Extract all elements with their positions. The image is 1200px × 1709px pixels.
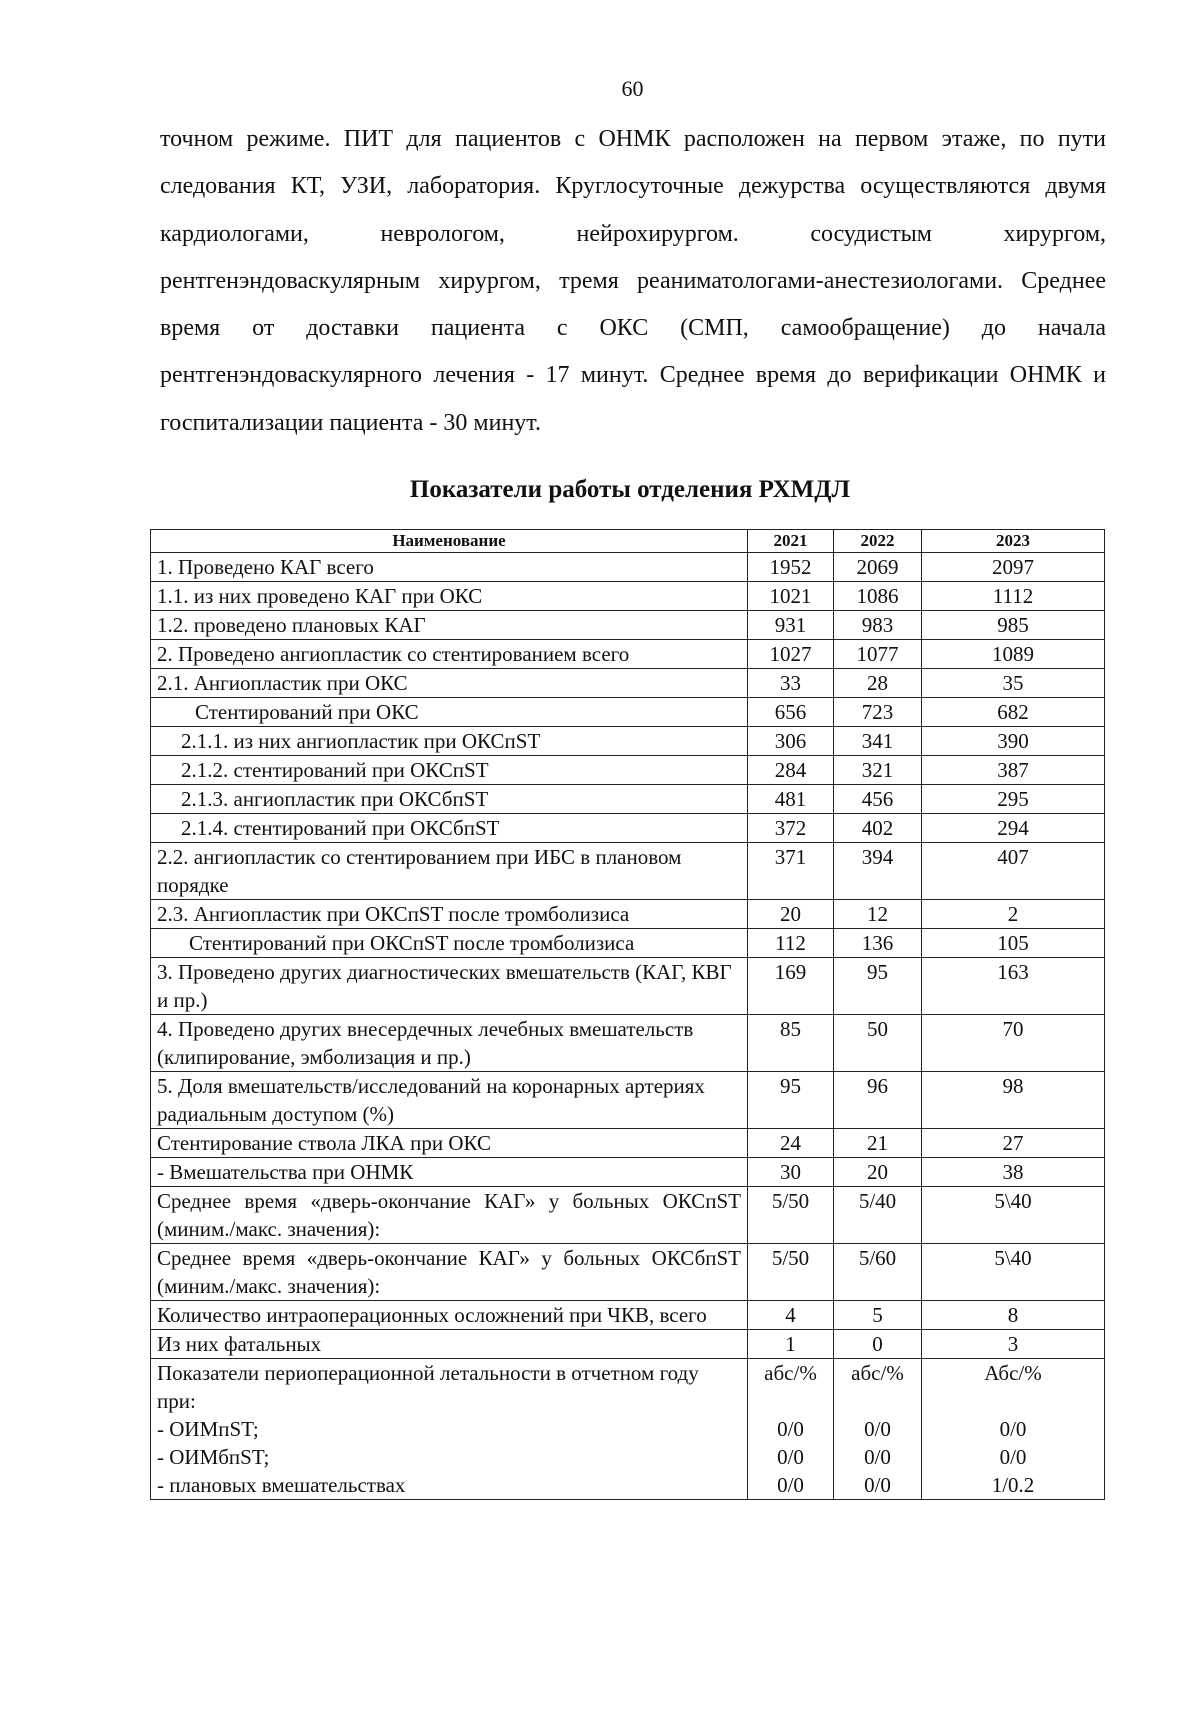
value-2022: 983 (834, 611, 922, 640)
value-2022: 321 (834, 756, 922, 785)
value-2021: 30 (748, 1158, 834, 1187)
value-2021: 24 (748, 1129, 834, 1158)
value-2023: 5\40 (922, 1187, 1105, 1244)
row-name: 2.1.3. ангиопластик при ОКСбпST (151, 785, 748, 814)
row-name: 1.1. из них проведено КАГ при ОКС (151, 582, 748, 611)
row-name: 2.1. Ангиопластик при ОКС (151, 669, 748, 698)
value-2021: 169 (748, 958, 834, 1015)
value-2021: 85 (748, 1015, 834, 1072)
value-2021: 20 (748, 900, 834, 929)
value-2022: 0 (834, 1330, 922, 1359)
value-2023: 1089 (922, 640, 1105, 669)
value-2021: 5/50 (748, 1244, 834, 1301)
value-2021 (748, 1359, 834, 1500)
mortality-unit: абс/% (851, 1361, 904, 1385)
value-2021: 372 (748, 814, 834, 843)
row-name: 2.1.1. из них ангиопластик при ОКСпST (151, 727, 748, 756)
row-name: 4. Проведено других внесердечных лечебных вмешательств (клипирование, эмболизация и пр.) (151, 1015, 748, 1072)
row-name (151, 1359, 748, 1500)
value-2023 (922, 1359, 1105, 1500)
row-name: - Вмешательства при ОНМК (151, 1158, 748, 1187)
value-2022: 341 (834, 727, 922, 756)
value-2021: 5/50 (748, 1187, 834, 1244)
value-2023: 70 (922, 1015, 1105, 1072)
row-name: Среднее время «дверь-окончание КАГ» у больных ОКСпST (миним./макс. значения): (151, 1187, 748, 1244)
value-2022: 20 (834, 1158, 922, 1187)
table-row (151, 1244, 1105, 1301)
value-2021: 1027 (748, 640, 834, 669)
value-2023: 295 (922, 785, 1105, 814)
value-2023: 98 (922, 1072, 1105, 1129)
table-row (151, 1187, 1105, 1244)
table-row (151, 727, 1105, 756)
value-2021: 931 (748, 611, 834, 640)
value-2023: 3 (922, 1330, 1105, 1359)
value-2022 (834, 1359, 922, 1500)
value-2023: 163 (922, 958, 1105, 1015)
mortality-value: 0/0 (864, 1417, 891, 1441)
value-2021: 1 (748, 1330, 834, 1359)
table-row (151, 785, 1105, 814)
table-row (151, 814, 1105, 843)
value-2022: 1086 (834, 582, 922, 611)
table-row (151, 1072, 1105, 1129)
value-2021: 306 (748, 727, 834, 756)
row-name: Количество интраоперационных осложнений при ЧКВ, всего (151, 1301, 748, 1330)
value-2023: 38 (922, 1158, 1105, 1187)
value-2022: 5 (834, 1301, 922, 1330)
value-2021: 1021 (748, 582, 834, 611)
value-2023: 1112 (922, 582, 1105, 611)
table-row (151, 640, 1105, 669)
table-row (151, 1301, 1105, 1330)
value-2022: 95 (834, 958, 922, 1015)
value-2022: 5/60 (834, 1244, 922, 1301)
value-2023: 35 (922, 669, 1105, 698)
table-row (151, 698, 1105, 727)
row-name: 2. Проведено ангиопластик со стентированием всего (151, 640, 748, 669)
header-2021: 2021 (748, 530, 834, 553)
table-row (151, 843, 1105, 900)
value-2023: 407 (922, 843, 1105, 900)
table-header-row (151, 530, 1105, 553)
table-row (151, 582, 1105, 611)
table-row (151, 929, 1105, 958)
value-2022: 21 (834, 1129, 922, 1158)
mortality-unit: Абс/% (984, 1361, 1042, 1385)
mortality-value: 0/0 (777, 1445, 804, 1469)
header-2023: 2023 (922, 530, 1105, 553)
row-name: 1. Проведено КАГ всего (151, 553, 748, 582)
value-2023: 8 (922, 1301, 1105, 1330)
value-2023: 294 (922, 814, 1105, 843)
row-name: 3. Проведено других диагностических вмешательств (КАГ, КВГ и пр.) (151, 958, 748, 1015)
row-name: Среднее время «дверь-окончание КАГ» у больных ОКСбпST (миним./макс. значения): (151, 1244, 748, 1301)
mortality-value: 0/0 (999, 1445, 1027, 1469)
value-2021: 656 (748, 698, 834, 727)
value-2021: 33 (748, 669, 834, 698)
mortality-item: - ОИМбпST; (157, 1445, 270, 1469)
value-2023: 2097 (922, 553, 1105, 582)
value-2023: 985 (922, 611, 1105, 640)
value-2022: 136 (834, 929, 922, 958)
row-name: 2.1.2. стентирований при ОКСпST (151, 756, 748, 785)
value-2022: 2069 (834, 553, 922, 582)
mortality-value: 0/0 (777, 1417, 804, 1441)
value-2023: 105 (922, 929, 1105, 958)
value-2022: 28 (834, 669, 922, 698)
table-row (151, 553, 1105, 582)
value-2022: 394 (834, 843, 922, 900)
mortality-value: 0/0 (864, 1445, 891, 1469)
value-2022: 5/40 (834, 1187, 922, 1244)
table-row (151, 669, 1105, 698)
table-row (151, 958, 1105, 1015)
value-2023: 390 (922, 727, 1105, 756)
value-2022: 12 (834, 900, 922, 929)
value-2021: 95 (748, 1072, 834, 1129)
row-name: 5. Доля вмешательств/исследований на коронарных артериях радиальным доступом (%) (151, 1072, 748, 1129)
table-row (151, 900, 1105, 929)
table-row (151, 756, 1105, 785)
value-2022: 456 (834, 785, 922, 814)
value-2023: 682 (922, 698, 1105, 727)
mortality-item: - плановых вмешательствах (157, 1473, 406, 1497)
mortality-value: 0/0 (864, 1473, 891, 1497)
mortality-item: - ОИМпST; (157, 1417, 259, 1441)
value-2021: 1952 (748, 553, 834, 582)
mortality-unit: абс/% (764, 1361, 817, 1385)
row-name: Стентирований при ОКСпST после тромболизиса (151, 929, 748, 958)
stats-table (150, 529, 1105, 1500)
value-2021: 284 (748, 756, 834, 785)
page-number: 60 (621, 76, 644, 101)
row-name: 1.2. проведено плановых КАГ (151, 611, 748, 640)
value-2021: 481 (748, 785, 834, 814)
value-2023: 5\40 (922, 1244, 1105, 1301)
mortality-value: 0/0 (777, 1473, 804, 1497)
value-2022: 50 (834, 1015, 922, 1072)
table-row-mortality (151, 1359, 1105, 1500)
table-row (151, 1129, 1105, 1158)
table-row (151, 1158, 1105, 1187)
value-2022: 723 (834, 698, 922, 727)
value-2023: 2 (922, 900, 1105, 929)
value-2022: 402 (834, 814, 922, 843)
value-2022: 1077 (834, 640, 922, 669)
value-2022: 96 (834, 1072, 922, 1129)
mortality-value: 0/0 (999, 1417, 1027, 1441)
row-name: 2.2. ангиопластик со стентированием при ИБС в плановом порядке (151, 843, 748, 900)
row-name: Стентирование ствола ЛКА при ОКС (151, 1129, 748, 1158)
intro-paragraph: точном режиме. ПИТ для пациентов с ОНМК расположен на первом этаже, по пути следования КТ, УЗИ, лаборатория. Круглосуточные дежурства осуществляются двумя кардиологами, неврологом, нейрохирургом. сосудистым хирургом, рентгенэндоваскулярным хирургом, тремя реаниматологами-анестезиологами. Среднее время от доставки пациента с ОКС (СМП, самообращение) до начала рентгенэндоваскулярного лечения - 17 минут. Среднее время до верификации ОНМК и госпитализации пациента - 30 минут. (160, 126, 1106, 436)
mortality-heading: Показатели периоперационной летальности в отчетном году при: (157, 1361, 699, 1413)
row-name: 2.1.4. стентирований при ОКСбпST (151, 814, 748, 843)
value-2021: 112 (748, 929, 834, 958)
table-title: Показатели работы отделения РХМДЛ (409, 476, 851, 503)
value-2023: 387 (922, 756, 1105, 785)
value-2023: 27 (922, 1129, 1105, 1158)
value-2021: 4 (748, 1301, 834, 1330)
row-name: Стентирований при ОКС (151, 698, 748, 727)
header-2022: 2022 (834, 530, 922, 553)
mortality-value: 1/0.2 (991, 1473, 1035, 1497)
header-name: Наименование (151, 530, 748, 553)
table-row (151, 1015, 1105, 1072)
row-name: 2.3. Ангиопластик при ОКСпST после тромболизиса (151, 900, 748, 929)
row-name: Из них фатальных (151, 1330, 748, 1359)
value-2021: 371 (748, 843, 834, 900)
table-row (151, 1330, 1105, 1359)
table-row (151, 611, 1105, 640)
